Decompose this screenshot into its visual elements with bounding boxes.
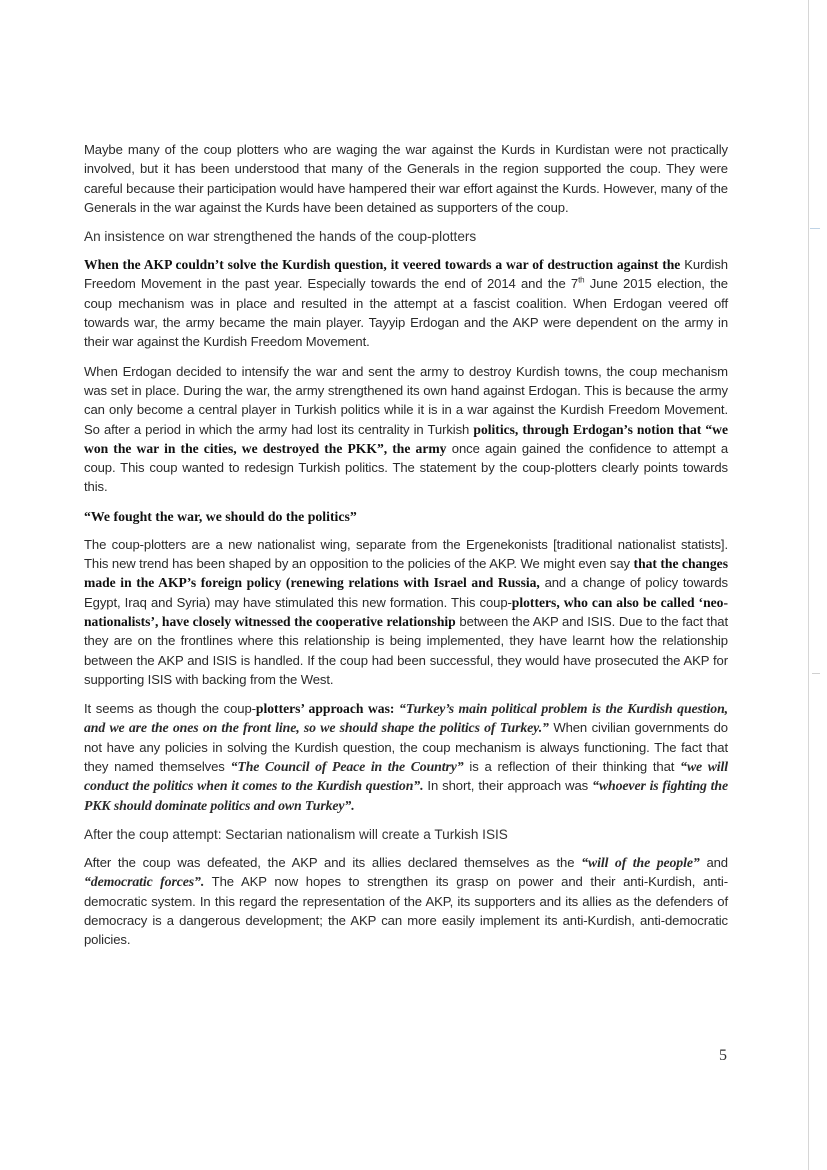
paragraph-text: plotters, who can also be called ‘neo-nationalists’, have closely witnessed the cooperative relationship [84, 594, 728, 629]
paragraph-text: that the changes made in the AKP’s foreign policy (renewing relations with Israel and Russia, [84, 556, 728, 591]
paragraph-4 [84, 535, 728, 689]
paragraph-text: The AKP now hopes to strengthen its grasp on power and their anti-Kurdish, anti-democratic system. In this regard the representation of the AKP, its supporters and its allies as the defenders of democracy is a dangerous development; the AKP can more easily implement its anti-Kurdish, anti-democratic policies. [84, 874, 728, 948]
quote-text: “will of the people” [581, 854, 700, 870]
edge-mark [810, 228, 820, 229]
quote-text: “we will conduct the politics when it comes to the Kurdish question”. [84, 759, 729, 794]
section-heading-1: An insistence on war strengthened the hands of the coup-plotters [84, 229, 477, 245]
quote-text: “whoever is fighting the PKK should dominate politics and own Turkey”. [84, 778, 728, 813]
paragraph-5 [84, 699, 728, 815]
paragraph-text: politics, through Erdogan’s notion that “we won the war in the cities, we destroyed the PKK”, the army [84, 421, 728, 456]
paragraph-2 [84, 255, 728, 351]
paragraph-text: and [699, 854, 728, 870]
page-edge-line [808, 0, 809, 1170]
paragraph-text: and a change of policy towards Egypt, Iraq and Syria) may have stimulated this new formation. This coup- [84, 575, 728, 610]
paragraph-text: once again gained the confidence to attempt a coup. This coup wanted to redesign Turkish politics. The statement by the coup-plotters clearly points towards this. [84, 440, 728, 495]
paragraph-text: After the coup was defeated, the AKP and its allies declared themselves as the [84, 854, 582, 870]
paragraph-text: When the AKP couldn’t solve the Kurdish question, it veered towards a war of destruction against the [84, 257, 681, 273]
section-heading-2: “We fought the war, we should do the politics” [84, 508, 357, 524]
superscript: th [578, 276, 585, 286]
paragraph-6 [84, 853, 728, 949]
paragraph-text: is a reflection of their thinking that [463, 759, 681, 775]
paragraph-text: between the AKP and ISIS. Due to the fact that they are on the frontlines where this relationship is being implemented, they have learnt how the relationship between the AKP and ISIS is handled. If the coup had been successful, they would have prosecuted the AKP for supporting ISIS with backing from the West. [84, 613, 728, 687]
paragraph-3 [84, 362, 728, 497]
paragraph-1 [84, 140, 728, 217]
document-body [84, 140, 728, 959]
paragraph-text: In short, their approach was [423, 778, 593, 794]
quote-text: “democratic forces”. [84, 874, 205, 890]
quote-text: “Turkey’s main political problem is the Kurdish question, and we are the ones on the front line, so we should shape the politics of Turkey.” [84, 701, 728, 736]
quote-text: “The Council of Peace in the Country” [230, 759, 464, 775]
section-heading-3: After the coup attempt: Sectarian nationalism will create a Turkish ISIS [84, 826, 508, 842]
paragraph-text: When civilian governments do not have any policies in solving the Kurdish question, the coup mechanism is always functioning. The fact that they named themselves [84, 720, 728, 775]
paragraph-text: Kurdish Freedom Movement in the past year. Especially towards the end of 2014 and the 7 [84, 257, 728, 292]
paragraph-text: The coup-plotters are a new nationalist wing, separate from the Ergenekonists [traditional nationalist statists]. This new trend has been shaped by an opposition to the policies of the AKP. We might even say [84, 536, 728, 572]
page-number: 5 [719, 1047, 727, 1064]
paragraph-text: It seems as though the coup- [84, 701, 256, 717]
paragraph-text: Maybe many of the coup plotters who are waging the war against the Kurds in Kurdistan were not practically involved, but it has been understood that many of the Generals in the region supported the coup. They were careful because their participation would have hampered their war effort against the Kurds. However, many of the Generals in the war against the Kurds have been detained as supporters of the coup. [84, 142, 728, 215]
paragraph-text: plotters’ approach was: [255, 701, 395, 717]
paragraph-text: June 2015 election, the coup mechanism was in place and resulted in the attempt at a fascist coalition. When Erdogan veered off towards war, the army became the main player. Tayyip Erdogan and the AKP were dependent on the army in their war against the Kurdish Freedom Movement. [84, 276, 728, 350]
edge-mark [812, 673, 820, 674]
paragraph-text: When Erdogan decided to intensify the war and sent the army to destroy Kurdish towns, the coup mechanism was set in place. During the war, the army strengthened its own hand against Erdogan. This is because the army can only become a central player in Turkish politics while it is in a war against the Kurdish Freedom Movement. So after a period in which the army had lost its centrality in Turkish [84, 363, 728, 437]
